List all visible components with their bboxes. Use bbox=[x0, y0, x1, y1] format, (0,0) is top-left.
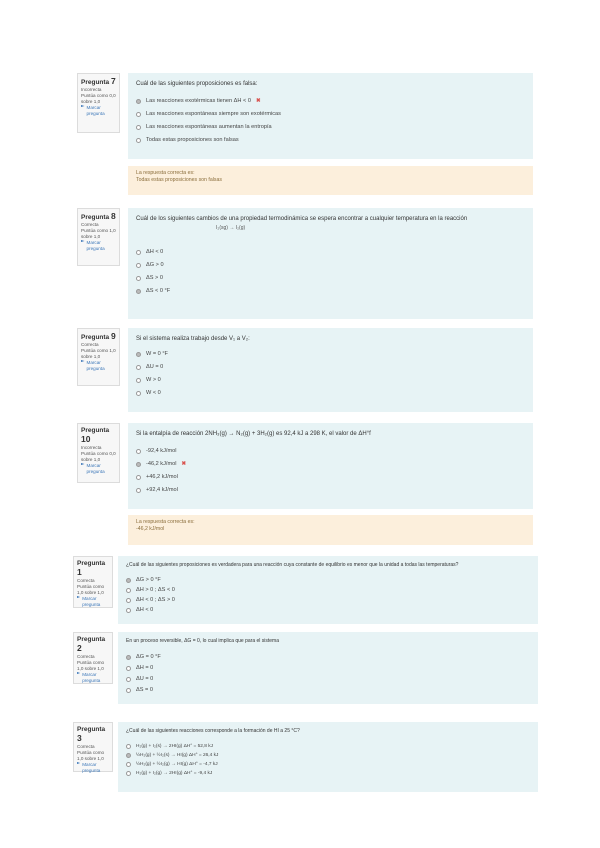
question-title: Pregunta 2 bbox=[77, 636, 106, 653]
incorrect-icon: ✖ bbox=[255, 98, 261, 104]
option[interactable]: +46,2 kJ/mol bbox=[136, 474, 525, 480]
question-text: Si el sistema realiza trabajo desde V₁ a V₂: bbox=[136, 336, 250, 342]
question-content bbox=[118, 556, 538, 624]
feedback-label: La respuesta correcta es: bbox=[136, 519, 195, 525]
option[interactable]: ΔU = 0 bbox=[136, 364, 525, 370]
question-info bbox=[77, 423, 120, 483]
option[interactable]: -92,4 kJ/mol bbox=[136, 448, 525, 454]
question-points: Puntúa como 1,0 sobre 1,0 bbox=[77, 660, 105, 671]
option[interactable]: ΔS > 0 bbox=[136, 275, 525, 281]
option[interactable]: ½H₂(g) + ½I₂(s) → HI(g) ΔH° = 26,4 kJ bbox=[126, 753, 530, 758]
question-content bbox=[128, 73, 533, 159]
reaction-equation: I₂(sg) → I₂(g) bbox=[216, 225, 246, 231]
radio-button[interactable] bbox=[136, 99, 141, 104]
option[interactable]: W = 0 °F bbox=[136, 351, 525, 357]
question-content bbox=[118, 632, 538, 704]
option[interactable]: ΔH > 0 ; ΔS < 0 bbox=[126, 587, 530, 593]
option[interactable]: H₂(g) + I₂(s) → 2HI(g) ΔH° = 52,8 kJ bbox=[126, 744, 530, 749]
radio-button[interactable] bbox=[126, 744, 131, 749]
question-status: Incorrecta bbox=[81, 87, 102, 92]
option[interactable]: Las reacciones espontáneas aumentan la entropía bbox=[136, 124, 525, 130]
flag-icon bbox=[81, 240, 85, 244]
radio-button[interactable] bbox=[126, 762, 131, 767]
question-points: Puntúa como 1,0 sobre 1,0 bbox=[81, 228, 116, 239]
radio-button[interactable] bbox=[126, 677, 131, 682]
question-points: Puntúa como 1,0 sobre 1,0 bbox=[81, 348, 116, 359]
question-content bbox=[128, 423, 533, 509]
flag-question-link[interactable]: Marcar pregunta bbox=[81, 105, 116, 117]
radio-button[interactable] bbox=[126, 688, 131, 693]
radio-button[interactable] bbox=[136, 352, 141, 357]
option[interactable]: W < 0 bbox=[136, 390, 525, 396]
option[interactable]: ΔG > 0 °F bbox=[126, 577, 530, 583]
question-points: Puntúa como 0,0 sobre 1,0 bbox=[81, 93, 116, 104]
flag-question-link[interactable]: Marcar pregunta bbox=[77, 596, 109, 608]
question-points: Puntúa como 1,0 sobre 1,0 bbox=[77, 750, 105, 761]
option[interactable]: W > 0 bbox=[136, 377, 525, 383]
question-title: Pregunta 7 bbox=[81, 76, 116, 86]
option[interactable]: ΔH < 0 bbox=[126, 607, 530, 613]
question-text: ¿Cuál de las siguientes reacciones corresponde a la formación de HI a 25 °C? bbox=[126, 728, 300, 734]
radio-button[interactable] bbox=[126, 598, 131, 603]
question-info bbox=[77, 328, 120, 386]
feedback-box bbox=[128, 515, 533, 545]
option[interactable]: Las reacciones espontáneas siempre son exotérmicas bbox=[136, 111, 525, 117]
radio-button[interactable] bbox=[136, 391, 141, 396]
question-text: Cuál de las siguientes proposiciones es falsa: bbox=[136, 81, 258, 87]
question-points: Puntúa como 0,0 sobre 1,0 bbox=[81, 451, 116, 462]
option[interactable]: -46,2 kJ/mol ✖ bbox=[136, 461, 525, 467]
question-content bbox=[128, 208, 533, 319]
question-status: Correcta bbox=[77, 744, 95, 749]
radio-button[interactable] bbox=[126, 578, 131, 583]
flag-question-link[interactable]: Marcar pregunta bbox=[81, 360, 116, 372]
question-status: Correcta bbox=[81, 222, 99, 227]
feedback-label: La respuesta correcta es: bbox=[136, 170, 195, 176]
question-status: Correcta bbox=[77, 578, 95, 583]
question-info bbox=[73, 632, 113, 684]
question-text: Cuál de los siguientes cambios de una propiedad termodinámica se espera encontrar a cualquier temperatura en la reacción bbox=[136, 216, 468, 222]
radio-button[interactable] bbox=[126, 655, 131, 660]
flag-icon bbox=[81, 463, 85, 467]
option[interactable]: ΔH < 0 bbox=[136, 249, 525, 255]
radio-button[interactable] bbox=[136, 276, 141, 281]
question-info bbox=[73, 556, 113, 608]
option[interactable]: +92,4 kJ/mol bbox=[136, 487, 525, 493]
question-title: Pregunta 9 bbox=[81, 331, 116, 341]
option[interactable]: ΔS < 0 °F bbox=[136, 288, 525, 294]
radio-button[interactable] bbox=[136, 462, 141, 467]
option[interactable]: H₂(g) + I₂(g) → 2HI(g) ΔH° = -9,4 kJ bbox=[126, 771, 530, 776]
flag-question-link[interactable]: Marcar pregunta bbox=[81, 463, 116, 475]
option[interactable]: ΔH < 0 ; ΔS > 0 bbox=[126, 597, 530, 603]
question-text: En un proceso reversible, ΔG = 0, lo cual implica que para el sistema bbox=[126, 638, 279, 644]
flag-icon bbox=[81, 105, 85, 109]
option[interactable]: ΔG > 0 bbox=[136, 262, 525, 268]
radio-button[interactable] bbox=[126, 771, 131, 776]
option[interactable]: ½H₂(g) + ½I₂(g) → HI(g) ΔH° = -4,7 kJ bbox=[126, 762, 530, 767]
radio-button[interactable] bbox=[136, 378, 141, 383]
question-text: ¿Cuál de las siguientes proposiciones es verdadera para una reacción cuya constante de equilibrio es menor que la unidad a todas las temperaturas? bbox=[126, 562, 459, 568]
option[interactable]: Todas estas proposiciones son falsas bbox=[136, 137, 525, 143]
question-title: Pregunta 8 bbox=[81, 211, 116, 221]
question-info bbox=[73, 722, 113, 772]
option[interactable]: ΔH = 0 bbox=[126, 665, 530, 671]
flag-icon bbox=[81, 360, 85, 364]
radio-button[interactable] bbox=[126, 666, 131, 671]
radio-button[interactable] bbox=[126, 753, 131, 758]
radio-button[interactable] bbox=[136, 112, 141, 117]
option[interactable]: ΔU = 0 bbox=[126, 676, 530, 682]
option[interactable]: ΔG = 0 °F bbox=[126, 654, 530, 660]
radio-button[interactable] bbox=[126, 608, 131, 613]
question-title: Pregunta 1 bbox=[77, 560, 106, 577]
feedback-answer: -46,2 kJ/mol bbox=[136, 526, 165, 532]
radio-button[interactable] bbox=[136, 488, 141, 493]
question-status: Correcta bbox=[77, 654, 95, 659]
flag-icon bbox=[77, 762, 80, 766]
question-content bbox=[128, 328, 533, 412]
radio-button[interactable] bbox=[136, 138, 141, 143]
question-content bbox=[118, 722, 538, 792]
question-points: Puntúa como 1,0 sobre 1,0 bbox=[77, 584, 105, 595]
radio-button[interactable] bbox=[136, 449, 141, 454]
incorrect-icon: ✖ bbox=[181, 461, 187, 467]
flag-question-link[interactable]: Marcar pregunta bbox=[77, 672, 109, 684]
feedback-answer: Todas estas proposiciones son falsas bbox=[136, 177, 222, 183]
option[interactable]: Las reacciones exotérmicas tienen ΔH < 0 ✖ bbox=[136, 98, 525, 104]
flag-question-link[interactable]: Marcar pregunta bbox=[81, 240, 116, 252]
radio-button[interactable] bbox=[136, 125, 141, 130]
question-title: Pregunta 3 bbox=[77, 726, 106, 743]
question-status: Incorrecta bbox=[81, 445, 102, 450]
radio-button[interactable] bbox=[126, 588, 131, 593]
flag-question-link[interactable]: Marcar pregunta bbox=[77, 762, 109, 774]
radio-button[interactable] bbox=[136, 475, 141, 480]
question-info bbox=[77, 208, 120, 266]
flag-icon bbox=[77, 596, 80, 600]
radio-button[interactable] bbox=[136, 263, 141, 268]
question-status: Correcta bbox=[81, 342, 99, 347]
feedback-box bbox=[128, 166, 533, 195]
question-info bbox=[77, 73, 120, 133]
option[interactable]: ΔS = 0 bbox=[126, 687, 530, 693]
question-text: Si la entalpía de reacción 2NH₃(g) → N₂(g) + 3H₂(g) es 92,4 kJ a 298 K, el valor de ΔH°f bbox=[136, 431, 371, 437]
radio-button[interactable] bbox=[136, 365, 141, 370]
flag-icon bbox=[77, 672, 80, 676]
radio-button[interactable] bbox=[136, 250, 141, 255]
radio-button[interactable] bbox=[136, 289, 141, 294]
question-title: Pregunta 10 bbox=[81, 427, 110, 444]
